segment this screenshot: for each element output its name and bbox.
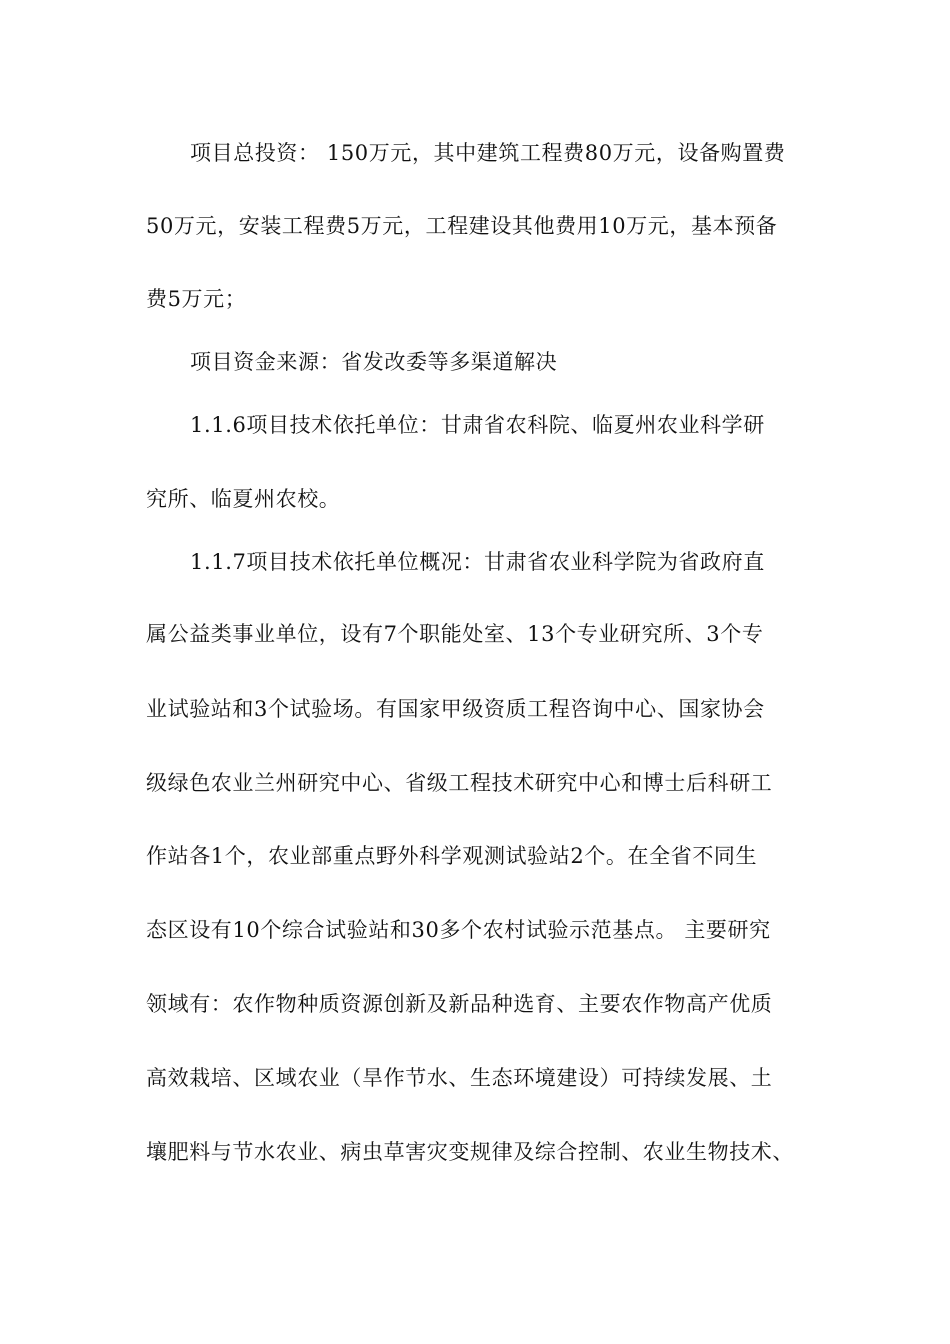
text-line-section-1-1-7-cont-3: 级绿色农业兰州研究中心、省级工程技术研究中心和博士后科研工 bbox=[146, 771, 773, 795]
text-line-section-1-1-7-cont-2: 业试验站和3个试验场。有国家甲级资质工程咨询中心、国家协会 bbox=[146, 697, 765, 721]
text-line-investment-detail: 50万元，安装工程费5万元，工程建设其他费用10万元，基本预备 bbox=[146, 214, 778, 238]
text-line-section-1-1-6: 1.1.6项目技术依托单位：甘肃省农科院、临夏州农业科学研 bbox=[190, 413, 765, 437]
text-line-section-1-1-7-cont-5: 态区设有10个综合试验站和30多个农村试验示范基点。 主要研究 bbox=[146, 918, 771, 942]
text-line-section-1-1-7-cont-8: 壤肥料与节水农业、病虫草害灾变规律及综合控制、农业生物技术、 bbox=[146, 1140, 794, 1164]
text-line-section-1-1-7-cont-7: 高效栽培、区域农业（旱作节水、生态环境建设）可持续发展、土 bbox=[146, 1066, 773, 1090]
text-line-section-1-1-7-cont-4: 作站各1个，农业部重点野外科学观测试验站2个。在全省不同生 bbox=[146, 844, 758, 868]
text-line-total-investment: 项目总投资： 150万元，其中建筑工程费80万元，设备购置费 bbox=[190, 141, 786, 165]
text-line-section-1-1-7-cont-6: 领域有：农作物种质资源创新及新品种选育、主要农作物高产优质 bbox=[146, 992, 773, 1016]
text-line-section-1-1-7-cont-1: 属公益类事业单位，设有7个职能处室、13个专业研究所、3个专 bbox=[146, 622, 764, 646]
text-line-section-1-1-6-cont: 究所、临夏州农校。 bbox=[146, 487, 341, 511]
text-line-funding-source: 项目资金来源：省发改委等多渠道解决 bbox=[190, 350, 558, 374]
text-line-section-1-1-7: 1.1.7项目技术依托单位概况：甘肃省农业科学院为省政府直 bbox=[190, 550, 765, 574]
text-line-investment-end: 费5万元； bbox=[146, 287, 247, 311]
